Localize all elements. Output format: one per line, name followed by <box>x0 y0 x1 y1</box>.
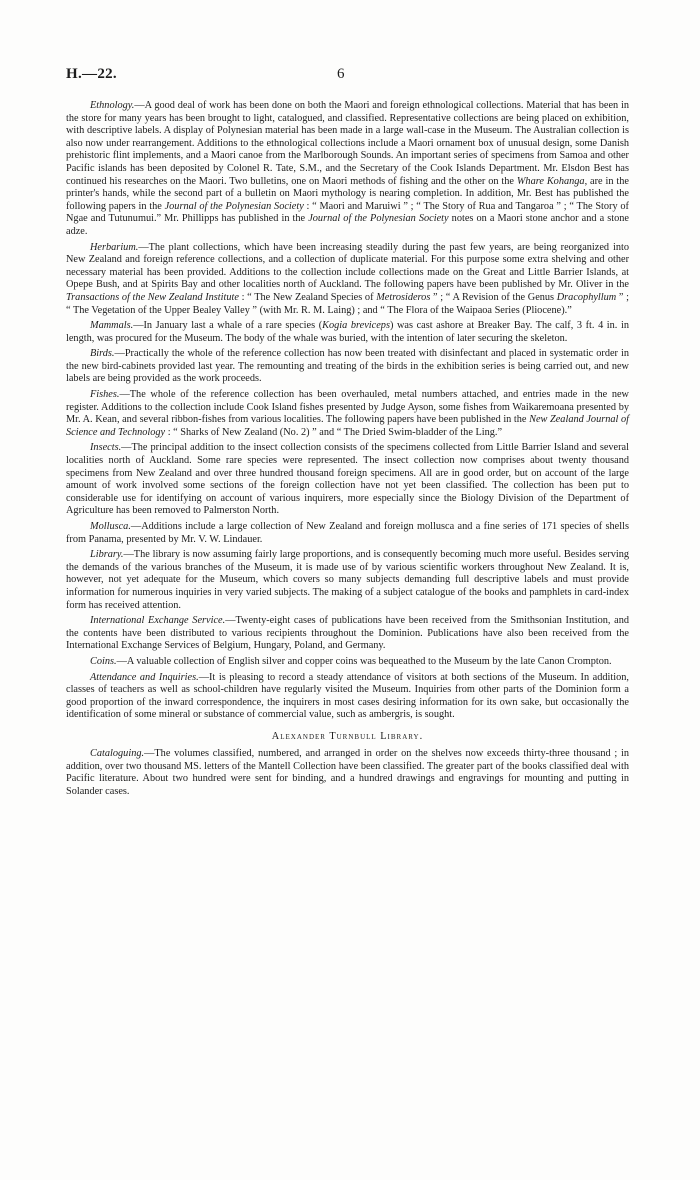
paragraph-heading: Attendance and Inquiries. <box>90 671 199 683</box>
page-header <box>66 66 634 86</box>
paragraph-text: —The volumes classified, numbered, and arranged in order on the shelves now exceeds thirty-three thousand ; in addition, over two thousand MS. letters of the Mantell Collection have been classified. The greater part of the books classified deal with Pacific literature. About two hundred were sent for binding, and a hundred drawings and engravings for mounting and putting in Solander cases. <box>66 747 629 797</box>
paragraph-text: —The whole of the reference collection has been overhauled, metal numbers attached, and entries made in the new register. Additions to the collection include Cook Island fishes presented by Judge Ayson, some fishes from Waikaremoana presented by Mr. A. Kean, and several ribbon-fishes from various localities. The following papers have been published in the <box>66 389 629 426</box>
italic-title: Journal of the Polynesian Society <box>308 213 449 225</box>
paragraph-text: ” ; “ A Revision of the Genus <box>430 291 557 303</box>
paragraph <box>66 656 629 669</box>
paragraph <box>66 242 629 318</box>
italic-title: Dracophyllum <box>556 291 617 303</box>
paragraph-heading: Birds. <box>90 348 115 360</box>
italic-title: Kogia breviceps <box>322 320 390 332</box>
page-body <box>66 100 629 801</box>
paragraph-text: ” ; “ The Vegetation of the Upper Bealey Valley ” (with Mr. R. M. Laing) ; and “ The Flora of the Waipaoa Series (Pliocene).” <box>66 291 629 316</box>
paragraph <box>66 348 629 386</box>
paragraph-heading: Herbarium. <box>90 241 139 253</box>
paragraph-heading: Cataloguing. <box>90 747 145 759</box>
section-heading: Alexander Turnbull Library. <box>271 730 424 742</box>
italic-title: Transactions of the New Zealand Institute <box>66 291 239 303</box>
paragraph-heading: Mollusca. <box>90 521 131 532</box>
italic-title: Metrosideros <box>376 291 431 303</box>
paragraph-text: —The plant collections, which have been increasing steadily during the past few years, are being reorganized into New Zealand and foreign reference collections, and a collection of duplicate material. For this purpose some extra shelving and other necessary material has been provided. Additions to the collection include collections made on the Great and Little Barrier Islands, at Opepe Bush, and at Spirits Bay and other localities north of Auckland. The following papers have been published by Mr. Oliver in the <box>66 241 629 291</box>
paragraph-heading: International Exchange Service. <box>90 615 226 627</box>
paragraph-text: —A good deal of work has been done on both the Maori and foreign ethnological collections. Material that has been in the store for many years has been brought to light, catalogued, and classified. Representative collections are being placed on exhibition, with descriptive labels. A display of Polynesian material has been made in a large wall-case in the Museum. The Australian collection is also now under rearrangement. Additions to the ethnological collections include a Maori ornament box of unusual design, some Danish prehistoric flint implements, and a Maori canoe from the Marlborough Sounds. An important series of specimens from Samoa and other Pacific islands has been deposited by Colonel R. Tate, S.M., and the Secretary of the Cook Islands Department. Mr. Elsdon Best has continued his researches on the Maori. Two bulletins, one on Maori methods of fishing and the other on the <box>66 100 629 187</box>
paragraph-text: —Twenty-eight cases of publications have been received from the Smithsonian Institution, and the contents have been distributed to various recipients throughout the Dominion. Publications have also been received from the International Exchange Services of Belgium, Hungary, Poland, and Germany. <box>66 615 629 652</box>
paragraph <box>66 672 629 722</box>
paragraph-text: notes on a Maori stone anchor and a stone adze. <box>66 213 629 237</box>
paragraph-text: —It is pleasing to record a steady attendance of visitors at both sections of the Museum. In addition, classes of teachers as well as school-children have regularly visited the Museum. Inquiries from other parts of the Dominion form a good proportion of the inward correspondence, the inquirers in most cases desiring information for its own sake, but occasionally the identification of some mineral or substance of commercial value, such as ambergris, is sought. <box>66 671 629 721</box>
paragraph <box>66 389 629 439</box>
paragraph-text: —In January last a whale of a rare species ( <box>133 320 323 332</box>
paragraph-heading: Library. <box>90 549 124 561</box>
paragraph-text: : “ Sharks of New Zealand (No. 2) ” and “ The Dried Swim-bladder of the Ling.” <box>165 426 503 438</box>
paragraph-text: —Practically the whole of the reference collection has now been treated with disinfectant and placed in systematic order in the new bird-cabinets provided last year. The remounting and treating of the birds in the exhibition series is being carried out, and new labels are being provided as the work proceeds. <box>66 348 629 385</box>
page-number: 6 <box>337 66 345 82</box>
paragraph <box>66 442 629 518</box>
section-paragraphs <box>66 748 629 798</box>
paragraph <box>66 521 629 546</box>
paragraph-text: —Additions include a large collection of New Zealand and foreign mollusca and a fine series of 171 species of shells from Panama, presented by Mr. V. W. Lindauer. <box>66 521 629 545</box>
paragraph-text: —The principal addition to the insect collection consists of the specimens collected from Little Barrier Island and several localities north of Auckland. Some rare species were represented. The insect collection now comprises about twenty thousand specimens from New Zealand and over three hundred thousand foreign specimens. All are in good order, but on account of the large amount of work involved some sections of the foreign collection have not yet been classified. The collection has been put to considerable use for identifying on account of various inquirers, more especially since the Biology Division of the Department of Agriculture has been removed to Palmerston North. <box>66 442 629 517</box>
paragraph-text: : “ Maori and Maruiwi ” ; “ The Story of Rua and Tangaroa ” ; “ The Story of Ngae and Tutunumui.” Mr. Phillipps has published in the <box>66 200 629 225</box>
paragraph-text: : “ The New Zealand Species of <box>238 291 377 303</box>
paragraph-heading: Insects. <box>90 442 122 454</box>
italic-title: Journal of the Polynesian Society <box>164 200 304 212</box>
paragraph-text: ) was cast ashore at Breaker Bay. The calf, 3 ft. 4 in. in length, was procured for the Museum. The body of the whale was buried, with the intention of later securing the skeleton. <box>66 320 629 344</box>
paragraph <box>66 320 629 345</box>
paragraph-text: —The library is now assuming fairly large proportions, and is consequently becoming much more useful. Besides serving the demands of the various branches of the Museum, it is made use of by various scientific workers throughout New Zealand. It is, however, not yet adequate for the Museum, which covers so many subjects demanding full descriptive labels and must provide information for numerous inquiries in very varied subjects. The making of a subject catalogue of the books and pamphlets in card-index form has received attention. <box>66 549 629 611</box>
paragraph-heading: Ethnology. <box>90 100 135 111</box>
italic-title: New Zealand Journal of Science and Technology <box>66 414 629 438</box>
paragraph-heading: Fishes. <box>90 389 120 401</box>
paragraph-text: , are in the printer's hands, while the second part of a bulletin on Maori mythology is nearing completion. In addition, Mr. Best has published the following papers in the <box>66 175 629 212</box>
paragraph <box>66 748 629 798</box>
paragraph-text: —A valuable collection of English silver and copper coins was bequeathed to the Museum by the late Canon Crompton. <box>116 655 612 667</box>
paragraph-heading: Mammals. <box>90 320 134 332</box>
paragraph-heading: Coins. <box>90 655 117 667</box>
paragraph <box>66 100 629 239</box>
paragraph <box>66 549 629 612</box>
document-code: H.—22. <box>66 66 117 82</box>
italic-title: Whare Kohanga <box>516 175 585 187</box>
main-paragraphs <box>66 100 629 722</box>
paragraph <box>66 615 629 653</box>
